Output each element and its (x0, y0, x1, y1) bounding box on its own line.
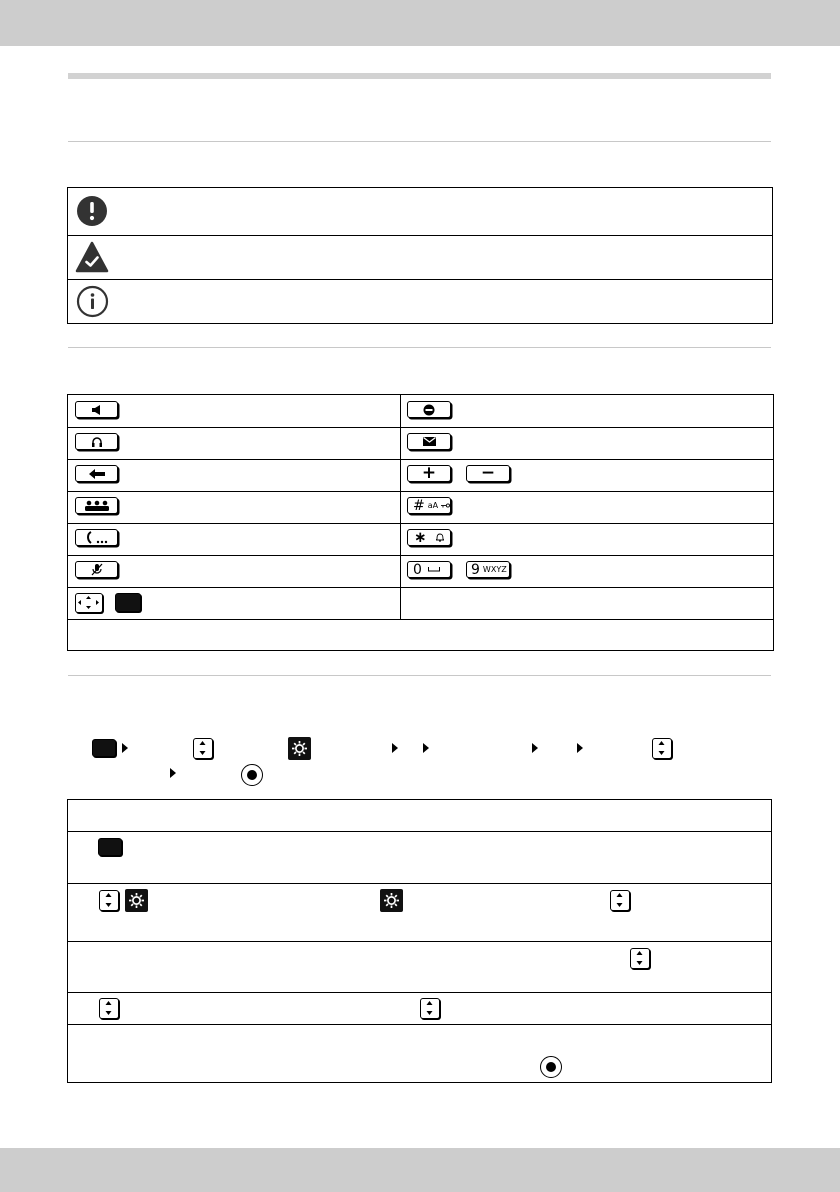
row-divider (68, 491, 773, 492)
section-divider (68, 347, 771, 348)
zero-key-label: 0 (413, 561, 422, 578)
nine-key-label: 9 (471, 561, 480, 578)
checkmark-triangle-icon (75, 241, 109, 279)
menu-key-icon (115, 593, 141, 612)
settings-gear-icon (288, 737, 311, 760)
navigation-updown-key-icon (420, 998, 440, 1019)
hash-key-icon (407, 497, 451, 514)
settings-gear-icon (125, 889, 148, 912)
mute-key-icon (75, 561, 118, 578)
minus-key-icon (466, 465, 510, 482)
ok-key-icon (241, 764, 263, 786)
page-header-bar (0, 0, 840, 46)
section-divider (68, 141, 771, 142)
menu-key-icon (92, 739, 116, 757)
headset-key-icon (75, 433, 118, 450)
back-arrow-key-icon (75, 465, 118, 482)
navigation-updown-key-icon (630, 948, 650, 969)
navigation-updown-key-icon (99, 890, 119, 911)
menu-key-icon (98, 838, 122, 856)
navigation-updown-key-icon (610, 890, 630, 911)
info-circle-icon (76, 285, 109, 323)
star-key-icon (407, 529, 451, 546)
hash-key-sublabel: aA (427, 500, 439, 510)
exclamation-circle-icon (76, 195, 108, 232)
ok-key-icon (540, 1056, 562, 1078)
row-divider (68, 619, 773, 620)
row-divider (68, 587, 773, 588)
nine-key-icon (466, 561, 510, 578)
conference-key-icon (75, 497, 118, 514)
row-divider (68, 235, 772, 236)
zero-key-icon (407, 561, 451, 578)
row-divider (68, 992, 771, 993)
row-divider (68, 459, 773, 460)
step-arrow-icon (122, 743, 128, 753)
end-call-key-icon (407, 401, 451, 418)
star-key-label: ∗ (414, 528, 427, 546)
plus-key-label: + (421, 463, 437, 483)
navigation-updown-key-icon (99, 998, 119, 1019)
hash-key-label: # (413, 497, 425, 514)
step-arrow-icon (577, 743, 583, 753)
steps-table (67, 799, 772, 1083)
settings-gear-icon (380, 889, 403, 912)
title-divider (68, 73, 771, 79)
navigation-updown-key-icon (193, 738, 213, 759)
notice-table (67, 187, 773, 324)
row-divider (68, 279, 772, 280)
row-divider (68, 831, 771, 832)
call-list-key-icon (75, 529, 118, 546)
row-divider (68, 941, 771, 942)
row-divider (68, 523, 773, 524)
navigation-updown-key-icon (652, 738, 672, 759)
step-arrow-icon (392, 743, 398, 753)
nine-key-sublabel: WXYZ (482, 564, 507, 574)
row-divider (68, 427, 773, 428)
keys-table (67, 394, 774, 651)
row-divider (68, 1024, 771, 1025)
step-arrow-icon (170, 768, 176, 778)
column-divider (400, 395, 401, 619)
speaker-key-icon (75, 401, 118, 418)
row-divider (68, 883, 771, 884)
step-arrow-icon (423, 743, 429, 753)
step-arrow-icon (532, 743, 538, 753)
plus-key-icon (407, 465, 451, 482)
minus-key-label: − (480, 463, 496, 483)
section-divider (68, 675, 771, 676)
navigation-key-icon (75, 593, 103, 613)
page-footer-bar (0, 1148, 840, 1192)
row-divider (68, 555, 773, 556)
message-key-icon (407, 433, 451, 450)
